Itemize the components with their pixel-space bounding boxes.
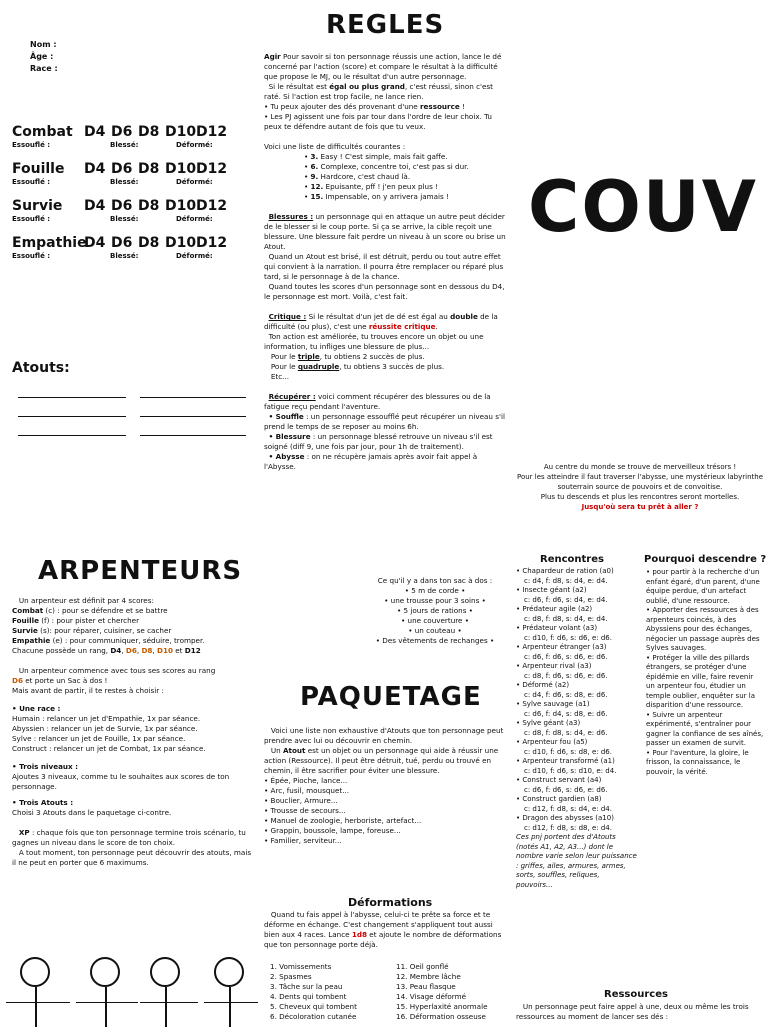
- die-d12[interactable]: D12: [196, 161, 228, 177]
- pourquoi-list: [646, 568, 764, 777]
- score-item: Fouille (f) : pour pister et chercher: [12, 616, 140, 625]
- encounter-item: • Arpenteur fou (a5) c: d10, f: d6, s: d8, e: d6.: [516, 738, 612, 756]
- skill-name: Fouille: [12, 161, 65, 177]
- success-paragraph: Si le résultat est égal ou plus grand, c'est réussi, sinon c'est raté. Si l'action est trop facile, ne lance rien.: [264, 82, 493, 101]
- die-d10[interactable]: D10: [165, 124, 197, 140]
- atout-line[interactable]: [140, 397, 246, 398]
- blurb-hook: Jusqu'où sera tu prêt à aller ?: [581, 503, 699, 511]
- die-d4[interactable]: D4: [84, 235, 106, 251]
- token-stem: [35, 987, 37, 1027]
- ground-line: [204, 1002, 258, 1003]
- token-circle[interactable]: [20, 957, 50, 987]
- difficulty-item: • 15. Impensable, on y arrivera jamais !: [304, 192, 449, 201]
- atouts-heading: • Trois Atouts :: [12, 798, 74, 807]
- die-d12[interactable]: D12: [196, 198, 228, 214]
- race-heading: • Une race :: [12, 704, 61, 713]
- paquetage-item: • Manuel de zoologie, herboriste, artefact...: [264, 816, 422, 825]
- ressources-title: Ressources: [604, 989, 668, 1000]
- deformation-item: 4. Dents qui tombent: [270, 992, 347, 1001]
- difficulty-item: • 9. Hardcore, c'est chaud là.: [304, 172, 411, 181]
- arpenteurs-section: [0, 540, 262, 1024]
- deformation-item: 14. Visage déformé: [396, 992, 467, 1001]
- critique-triple: Pour le triple, tu obtiens 2 succès de plus.: [270, 352, 425, 361]
- cover-blurb: [516, 462, 764, 512]
- blurb-line: Plus tu descends et plus les rencontres seront mortelles.: [540, 493, 740, 501]
- sac-item: • 5 jours de rations •: [397, 606, 473, 615]
- atout-broken-paragraph: Quand un Atout est brisé, il est détruit, perdu ou tout autre effet qui convient à la narration. Il pourra être remplacer ou réparé plus tard, si le personnage à de la chance.: [264, 252, 504, 281]
- token-stem: [105, 987, 107, 1027]
- deformation-item: 1. Vomissements: [270, 962, 332, 971]
- die-d12[interactable]: D12: [196, 124, 228, 140]
- paquetage-intro: Voici une liste non exhaustive d'Atouts que ton personnage peut prendre avec lui ou découvrir en chemin.: [264, 726, 504, 745]
- sac-item: • 5 m de corde •: [404, 586, 466, 595]
- die-d4[interactable]: D4: [84, 124, 106, 140]
- encounter-item: • Insecte géant (a2) c: d6, f: d6, s: d4, e: d4.: [516, 586, 608, 604]
- niveaux-text: Ajoutes 3 niveaux, comme tu le souhaites aux scores de ton personnage.: [12, 772, 230, 791]
- death-paragraph: Quand toutes les scores d'un personnage sont en dessous du D4, le personnage est mort. Voilà, c'est fait.: [264, 282, 505, 301]
- token-circle[interactable]: [90, 957, 120, 987]
- dice-track: [84, 124, 228, 140]
- rencontres-section: [512, 540, 640, 992]
- ressources-text: Un personnage peut faire appel à une, deux ou même les trois ressources au moment de lancer ses dés :: [516, 1002, 749, 1021]
- token-circle[interactable]: [214, 957, 244, 987]
- atout-line[interactable]: [18, 416, 126, 417]
- atout-line[interactable]: [140, 416, 246, 417]
- deformation-item: 16. Déformation osseuse: [396, 1012, 486, 1021]
- deformation-item: 6. Décoloration cutanée: [270, 1012, 357, 1021]
- reason-item: • Apporter des ressources à des arpenteurs coincés, à des Abyssiens pour des échanges, négocier un passage auprès des Sylves sauvages.: [646, 606, 760, 652]
- start-line: Un arpenteur commence avec tous ses scores au rang: [18, 666, 216, 675]
- difficulty-item: • 12. Epuisante, pff ! j'en peux plus !: [304, 182, 439, 191]
- blesse-label: Blessé:: [110, 141, 139, 149]
- regles-title: REGLES: [326, 10, 445, 40]
- blurb-line: Pour les atteindre il faut traverser l'abysse, une mystérieux labyrinthe souterrain source de pouvoirs et de convoitise.: [516, 473, 763, 491]
- critique-quadruple: Pour le quadruple, tu obtiens 3 succès de plus.: [270, 362, 445, 371]
- skill-row-survie: [12, 198, 252, 234]
- encounter-item: • Prédateur volant (a3) c: d10, f: d6, s: d6, e: d6.: [516, 624, 612, 642]
- deforme-label: Déformé:: [176, 252, 213, 260]
- deformations-left-list: [270, 962, 388, 1022]
- deforme-label: Déformé:: [176, 215, 213, 223]
- encounter-item: • Construct gardien (a8) c: d12, f: d8, s: d4, e: d4.: [516, 795, 612, 813]
- arpenteurs-title: ARPENTEURS: [38, 556, 243, 586]
- essouffle-label: Essouflé :: [12, 252, 51, 260]
- critique-etc: Etc...: [270, 372, 290, 381]
- skill-name: Empathie: [12, 235, 87, 251]
- xp-paragraph: XP : chaque fois que ton personnage termine trois scénario, tu gagnes un niveau dans le score de ton choix.: [12, 828, 246, 847]
- die-d10[interactable]: D10: [165, 235, 197, 251]
- ressource-bullet: • Tu peux ajouter des dés provenant d'une ressource !: [264, 102, 465, 111]
- cover-section: [512, 0, 768, 512]
- atout-line[interactable]: [18, 435, 126, 436]
- reason-item: • Pour l'aventure, la gloire, le frisson, la connaissance, le pouvoir, la vérité.: [646, 748, 749, 776]
- arpenteurs-body: [12, 596, 256, 868]
- sac-item: • Des vêtements de rechanges •: [375, 636, 495, 645]
- arpenteurs-intro: Un arpenteur est définit par 4 scores:: [18, 596, 154, 605]
- score-item: Empathie (e) : pour communiquer, séduire, tromper.: [12, 636, 205, 645]
- character-sheet: [0, 0, 256, 512]
- skill-row-fouille: [12, 161, 252, 197]
- blesse-label: Blessé:: [110, 252, 139, 260]
- abysse-bullet: • Abysse : on ne récupère jamais après avoir fait appel à l'Abysse.: [264, 452, 478, 471]
- sac-title: Ce qu'il y a dans ton sac à dos :: [377, 576, 493, 585]
- deformation-item: 12. Membre lâche: [396, 972, 461, 981]
- paquetage-item: • Trousse de secours...: [264, 806, 346, 815]
- paquetage-item: • Épée, Pioche, lance...: [264, 776, 348, 785]
- atout-line[interactable]: [18, 397, 126, 398]
- sac-list: [358, 576, 512, 646]
- deforme-label: Déformé:: [176, 141, 213, 149]
- die-d4[interactable]: D4: [84, 161, 106, 177]
- pourquoi-section: [640, 540, 768, 992]
- encounter-item: • Sylve sauvage (a1) c: d6, f: d4, s: d8, e: d6.: [516, 700, 608, 718]
- difficulty-intro: Voici une liste de difficultés courantes :: [264, 142, 406, 151]
- reason-item: • Protéger la ville des pillards étrangers, se protéger d'une épidémie en ville, faire revenir un arpenteur fou, étudier un temple oublier, enquêter sur la disparition d'une ressource.: [646, 653, 755, 709]
- atouts-text: Choisi 3 Atouts dans le paquetage ci-contre.: [12, 808, 172, 817]
- sac-item: • un couteau •: [408, 626, 462, 635]
- deformation-item: 5. Cheveux qui tombent: [270, 1002, 357, 1011]
- essouffle-label: Essouflé :: [12, 215, 51, 223]
- deformations-intro: Quand tu fais appel à l'abysse, celui-ci te prête sa force et te déforme en échange. C'est changement s'appliquent tout aussi bien aux 4 races. Lance 1d8 et ajoute le nombre de déformations que ton personnage porte déjà.: [264, 910, 502, 949]
- blesse-label: Blessé:: [110, 215, 139, 223]
- deformation-item: 11. Oeil gonflé: [396, 962, 449, 971]
- field-age-label: Âge :: [30, 52, 54, 61]
- skill-row-combat: [12, 124, 252, 160]
- die-d10[interactable]: D10: [165, 161, 197, 177]
- blessures-paragraph: Blessures : un personnage qui en attaque un autre peut décider de le blesser si le coup porte. Si ça se arrive, la cible reçoit une blessure. Une blessure fait perdre un niveau à un score ou brise un Atout.: [264, 212, 506, 251]
- field-name-label: Nom :: [30, 40, 57, 49]
- race-item: Construct : relancer un jet de Combat, 1x par séance.: [12, 744, 206, 753]
- atouts-label: Atouts:: [12, 360, 70, 376]
- start-line-2: D6 et porte un Sac à dos !: [12, 676, 108, 685]
- die-d8[interactable]: D8: [138, 235, 160, 251]
- skill-name: Combat: [12, 124, 73, 140]
- score-item: Combat (c) : pour se défendre et se battre: [12, 606, 168, 615]
- deformation-item: 13. Peau flasque: [396, 982, 456, 991]
- turn-bullet: • Les PJ agissent une fois par tour dans l'ordre de leur choix. Tu peux te défendre autant de fois que tu veux.: [264, 112, 492, 131]
- difficulty-item: • 6. Complexe, concentre toi, c'est pas si dur.: [304, 162, 469, 171]
- paquetage-item: • Familier, serviteur...: [264, 836, 342, 845]
- die-d6[interactable]: D6: [111, 235, 133, 251]
- encounter-item: • Sylve géant (a3) c: d8, f: d8, s: d4, e: d6.: [516, 719, 608, 737]
- field-race-label: Race :: [30, 64, 58, 73]
- essouffle-label: Essouflé :: [12, 141, 51, 149]
- die-d12[interactable]: D12: [196, 235, 228, 251]
- blessure-bullet: • Blessure : un personnage blessé retrouve un niveau s'il est soigné (diff 9, une fois par jour, pour 1h de traitement).: [264, 432, 493, 451]
- encounter-item: • Construct servant (a4) c: d6, f: d6, s: d6, e: d6.: [516, 776, 608, 794]
- regles-body: [264, 52, 506, 472]
- deformation-item: 3. Tâche sur la peau: [270, 982, 343, 991]
- rencontres-title: Rencontres: [540, 554, 604, 565]
- dice-track: [84, 161, 228, 177]
- rencontres-list: [516, 567, 638, 890]
- deforme-label: Déformé:: [176, 178, 213, 186]
- critique-paragraph: Critique : Si le résultat d'un jet de dé est égal au double de la difficulté (ou plus), c'est une réussite critique.: [264, 312, 498, 331]
- deformation-item: 2. Spasmes: [270, 972, 312, 981]
- encounter-item: • Arpenteur étranger (a3) c: d6, f: d6, s: d6, e: d6.: [516, 643, 608, 661]
- die-d10[interactable]: D10: [165, 198, 197, 214]
- paquetage-body: [264, 726, 504, 846]
- reason-item: • Suivre un arpenteur expérimenté, s'entraîner pour gagner la confiance de ses aînés, passer un examen de survit.: [646, 710, 764, 747]
- paquetage-item: • Grappin, boussole, lampe, foreuse...: [264, 826, 401, 835]
- ground-line: [76, 1002, 138, 1003]
- encounter-item: • Dragon des abysses (a10) c: d12, f: d8, s: d8, e: d4.: [516, 814, 614, 832]
- ressources-section: [512, 986, 768, 1024]
- encounter-note: Ces pnj portent des d'Atouts (notés A1, A2, A3...) dont le nombre varie selon leur puissance : griffes, ailes, armures, armes, sorts, souffles, reliques, pouvoirs...: [516, 833, 637, 889]
- souffle-bullet: • Souffle : un personnage essoufflé peut récupérer un niveau s'il prend le temps de se reposer au moins 6h.: [264, 412, 505, 431]
- rang-line: Chacune possède un rang, D4, D6, D8, D10 et D12: [12, 646, 201, 655]
- encounter-item: • Prédateur agile (a2) c: d8, f: d8, s: d4, e: d4.: [516, 605, 608, 623]
- token-stem: [165, 987, 167, 1027]
- difficulty-item: • 3. Easy ! C'est simple, mais fait gaffe.: [304, 152, 448, 161]
- race-item: Abyssien : relancer un jet de Survie, 1x par séance.: [12, 724, 198, 733]
- atout-line[interactable]: [140, 435, 246, 436]
- deformations-right-list: [396, 962, 508, 1022]
- token-stem: [229, 987, 231, 1027]
- deformation-item: 15. Hyperlaxité anormale: [396, 1002, 488, 1011]
- niveaux-heading: • Trois niveaux :: [12, 762, 79, 771]
- paquetage-atout: Un Atout est un objet ou un personnage qui aide à réussir une action (Ressource). Il peut être détruit, tué, perdu ou trouvé en chemin, il être sacrifier pour éviter une blessure.: [264, 746, 499, 775]
- paquetage-title: PAQUETAGE: [300, 682, 482, 712]
- difficulty-list: [264, 152, 506, 202]
- deformations-title: Déformations: [348, 896, 433, 909]
- dice-track: [84, 198, 228, 214]
- skill-row-empathie: [12, 235, 252, 271]
- dice-track: [84, 235, 228, 251]
- die-d6[interactable]: D6: [111, 124, 133, 140]
- encounter-item: • Arpenteur rival (a3) c: d8, f: d6, s: d6, e: d6.: [516, 662, 608, 680]
- race-item: Humain : relancer un jet d'Empathie, 1x par séance.: [12, 714, 201, 723]
- sac-item: • une trousse pour 3 soins •: [384, 596, 486, 605]
- ground-line: [6, 1002, 70, 1003]
- die-d6[interactable]: D6: [111, 161, 133, 177]
- sac-item: • une couverture •: [401, 616, 469, 625]
- race-item: Sylve : relancer un jet de Fouille, 1x par séance.: [12, 734, 186, 743]
- token-figures: [0, 954, 262, 1024]
- die-d8[interactable]: D8: [138, 124, 160, 140]
- blesse-label: Blessé:: [110, 178, 139, 186]
- die-d4[interactable]: D4: [84, 198, 106, 214]
- ground-line: [140, 1002, 198, 1003]
- paquetage-item: • Bouclier, Armure...: [264, 796, 338, 805]
- xp-paragraph-2: A tout moment, ton personnage peut découvrir des atouts, mais il ne peut en porter que 6 maximums.: [12, 848, 252, 867]
- score-item: Survie (s): pour réparer, cuisiner, se cacher: [12, 626, 172, 635]
- essouffle-label: Essouflé :: [12, 178, 51, 186]
- encounter-item: • Déformé (a2) c: d4, f: d6, s: d8, e: d6.: [516, 681, 608, 699]
- encounter-item: • Chapardeur de ration (a0) c: d4, f: d8, s: d4, e: d4.: [516, 567, 614, 585]
- pourquoi-title: Pourquoi descendre ?: [644, 554, 767, 565]
- die-d8[interactable]: D8: [138, 161, 160, 177]
- die-d8[interactable]: D8: [138, 198, 160, 214]
- die-d6[interactable]: D6: [111, 198, 133, 214]
- skill-name: Survie: [12, 198, 63, 214]
- paquetage-item: • Arc, fusil, mousquet...: [264, 786, 350, 795]
- reason-item: • pour partir à la recherche d'un enfant égaré, d'un parent, d'une équipe perdue, d'un artefact oublié, d'une ressource.: [646, 568, 760, 605]
- token-circle[interactable]: [150, 957, 180, 987]
- encounter-item: • Arpenteur transformé (a1) c: d10, f: d6, s: d10, e: d4.: [516, 757, 617, 775]
- recuperer-paragraph: Récupérer : voici comment récupérer des blessures ou de la fatigue reçu pendant l'aventure.: [264, 392, 491, 411]
- regles-section: [262, 0, 506, 512]
- critique-effect: Ton action est améliorée, tu trouves encore un objet ou une information, tu infliges une blessure de plus...: [264, 332, 484, 351]
- agir-paragraph: Agir Pour savoir si ton personnage réussis une action, lance le dé concerné par l'action (score) et compare le résultat à la difficulté que propose le MJ, ou le résultat d'un autre personnage.: [264, 52, 502, 81]
- middle-section: [262, 540, 512, 1024]
- cover-title: COUV: [528, 166, 758, 248]
- start-choose: Mais avant de partir, il te restes à choisir :: [12, 686, 164, 695]
- blurb-line: Au centre du monde se trouve de merveilleux trésors !: [543, 463, 737, 471]
